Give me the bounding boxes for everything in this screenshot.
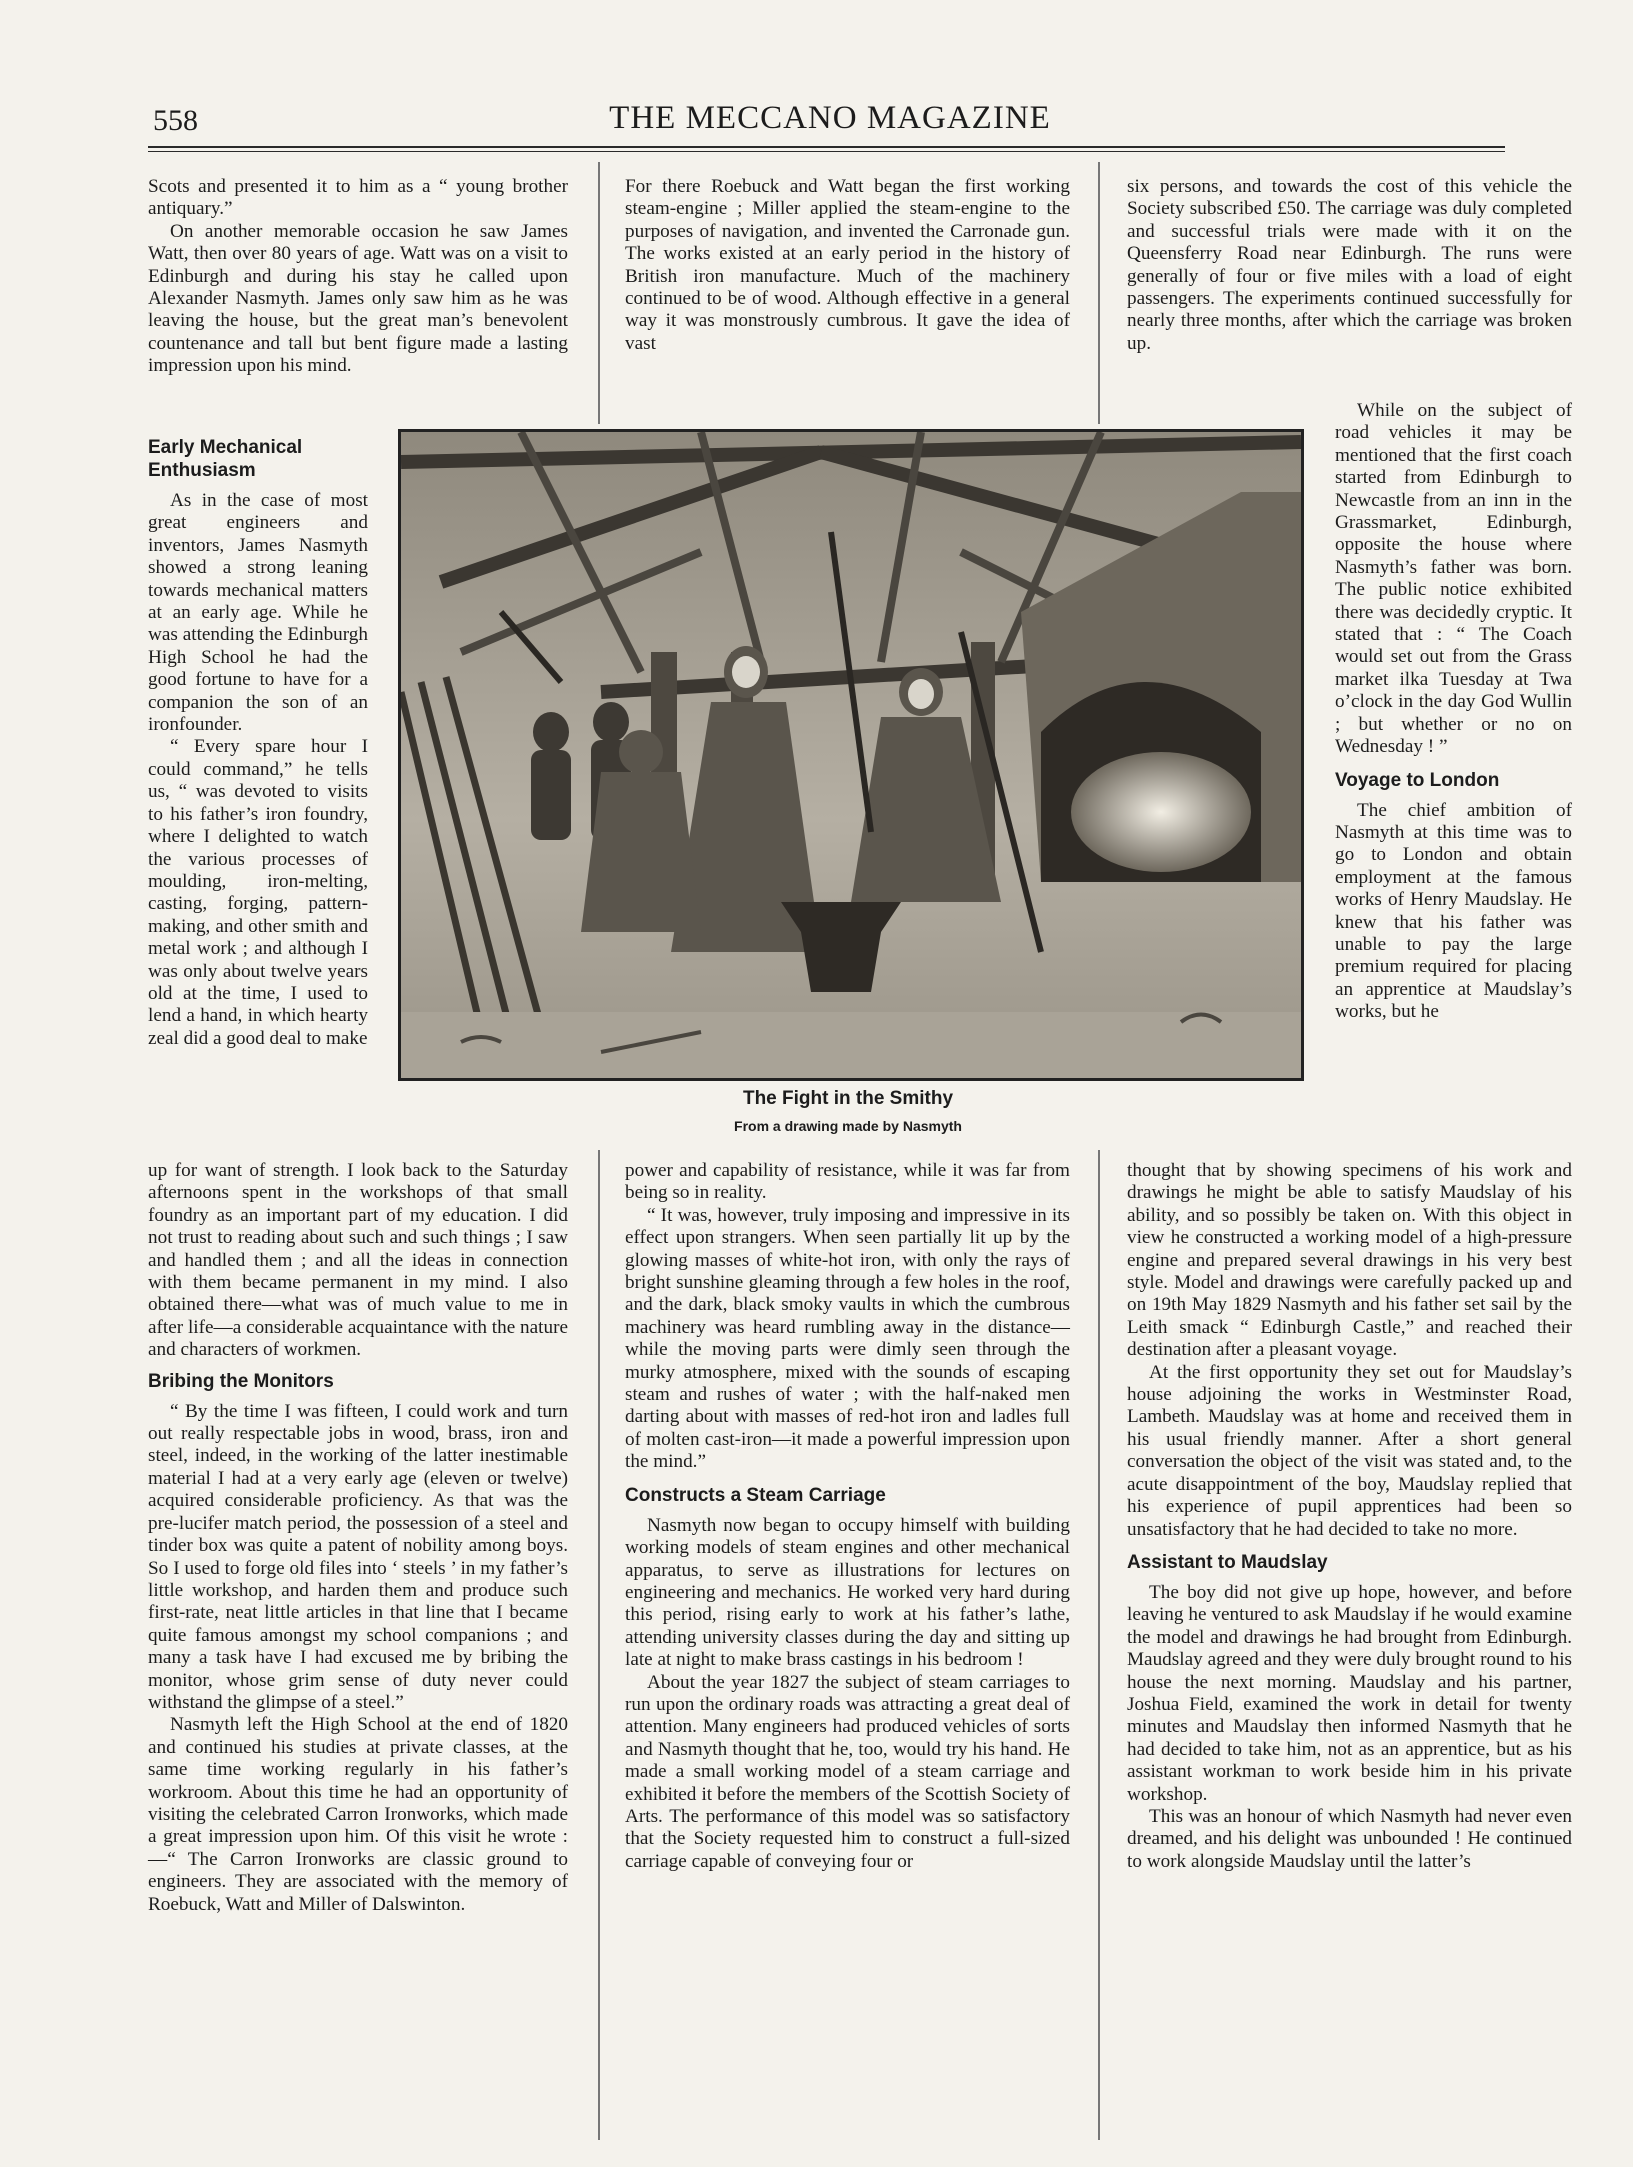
section-heading: Assistant to Maudslay [1127,1551,1328,1573]
column-3-bottom [1127,1160,1572,1873]
paragraph: At the first opportunity they set out for Maudslay’s house adjoining the works in Westminster Road, Lambeth. Maudslay was at home and received them in his usual friendly manner. After a short general conversation the object of the visit was stated and, to the acute disappointment of the boy, Maudslay replied that his experience of pupil apprentices had been so unsatisfactory that he had decided to take no more. [1127,1361,1572,1540]
figure-caption: The Fight in the Smithy [742,1088,954,1109]
figure-credit: From a drawing made by Nasmyth [734,1118,962,1134]
column-divider-left-top [598,162,600,424]
column-1-bottom [148,1160,568,1916]
paragraph: Nasmyth left the High School at the end of 1820 and continued his studies at private classes, at the same time working regularly in his father’s workroom. About this time he had an opportunity of visiting the celebrated Carron Ironworks, which made a great impression upon him. Of this visit he wrote :—“ The Carron Ironworks are classic ground to engineers. They are associated with the memory of Roebuck, Watt and Miller of Dalswinton. [148,1714,568,1915]
column-3-top [1127,176,1572,355]
column-1-narrow [148,430,368,1050]
column-2-bottom [625,1160,1070,1873]
paragraph: “ Every spare hour I could command,” he tells us, “ was devoted to visits to his father’s iron foundry, where I delighted to watch the various processes of moulding, iron-melting, casting, forging, pattern-making, and other smith and metal work ; and although I was only about twelve years old at the time, I used to lend a hand, in which hearty zeal did a good deal to make [148,736,368,1049]
section-heading: Constructs a Steam Carriage [625,1484,886,1506]
paragraph: power and capability of resistance, while it was far from being so in reality. [625,1160,1070,1204]
header-rule-thin [148,151,1505,152]
column-divider-right-top [1098,162,1100,424]
page-number: 558 [153,104,198,137]
column-divider-right-bottom [1098,1150,1100,2140]
paragraph: Nasmyth now began to occupy himself with building working models of steam engines and other mechanical apparatus, to serve as illustrations for lectures on engineering and mechanics. He worked very hard during this period, rising early to work at his father’s lathe, attending university classes during the day and sitting up late at night to make brass castings in his bedroom ! [625,1514,1070,1671]
paragraph: thought that by showing specimens of his work and drawings he might be able to satisfy Maudslay of his ability, and so possibly be taken on. With this object in view he constructed a working model of a high-pressure engine and prepared several drawings in his very best style. Model and drawings were carefully packed up and on 19th May 1829 Nasmyth and his father set sail by the Leith smack “ Edinburgh Castle,” and reached their destination after a pleasant voyage. [1127,1160,1572,1361]
page-title: THE MECCANO MAGAZINE [609,100,1051,136]
paragraph: The chief ambition of Nasmyth at this time was to go to London and obtain employment at the famous works of Henry Maudslay. He knew that his father was unable to pay the large premium required for placing an apprentice at Maudslay’s works, but he [1335,799,1572,1023]
paragraph: “ By the time I was fifteen, I could work and turn out really respectable jobs in wood, brass, iron and steel, indeed, in the working of the latter inestimable material I had at a very early age (eleven or twelve) acquired considerable proficiency. As that was the pre-lucifer match period, the possession of a steel and tinder box was quite a patent of nobility among boys. So I used to forge old files into ‘ steels ’ in my father’s little workshop, and harden them and produce such first-rate, neat little articles in that line that I became quite famous amongst my school companions ; and many a task have I had excused me by bribing the monitor, whose grim sense of duty never could withstand the glimpse of a steel.” [148,1400,568,1713]
column-1-top [148,176,568,378]
section-heading: Bribing the Monitors [148,1370,334,1392]
smithy-fight-illustration [398,429,1304,1081]
paragraph: About the year 1827 the subject of steam carriages to run upon the ordinary roads was attracting a great deal of attention. Many engineers had produced vehicles of sorts and Nasmyth thought that he, too, would try his hand. He made a small working model of a steam carriage and exhibited it before the members of the Scottish Society of Arts. The performance of this model was so satisfactory that the Society requested him to construct a full-sized carriage capable of conveying four or [625,1671,1070,1872]
paragraph: As in the case of most great engineers and inventors, James Nasmyth showed a strong leaning towards mechanical matters at an early age. While he was attending the Edinburgh High School he had the good fortune to have for a companion the son of an ironfounder. [148,490,368,736]
column-2-top [625,176,1070,355]
header-rule [148,146,1505,148]
paragraph: six persons, and towards the cost of this vehicle the Society subscribed £50. The carriage was duly completed and successful trials were made with it on the Queensferry Road near Edinburgh. The runs were generally of four or five miles with a load of eight passengers. The experiments continued successfully for nearly three months, after which the carriage was broken up. [1127,176,1572,354]
paragraph: While on the subject of road vehicles it may be mentioned that the first coach started from Edinburgh to Newcastle from an inn in the Grassmarket, Edinburgh, opposite the house where Nasmyth’s father was born. The public notice exhibited there was decidedly cryptic. It stated that : “ The Coach would set out from the Grass market ilka Tuesday at Twa o’clock in the day God Wullin ; but whether or no on Wednesday ! ” [1335,400,1572,758]
column-divider-left-bottom [598,1150,600,2140]
paragraph: On another memorable occasion he saw James Watt, then over 80 years of age. Watt was on a visit to Edinburgh and during his stay he called upon Alexander Nasmyth. James only saw him as he was leaving the house, but the great man’s benevolent countenance and tall but bent figure made a lasting impression upon his mind. [148,220,568,377]
paragraph: Scots and presented it to him as a “ young brother antiquary.” [148,176,568,220]
paragraph: “ It was, however, truly imposing and impressive in its effect upon strangers. When seen partially lit up by the glowing masses of white-hot iron, with only the rays of bright sunshine gleaming through a few holes in the roof, and the dark, black smoky vaults in which the cumbrous machinery was heard rumbling away in the distance—while the moving parts were dimly seen through the murky atmosphere, mixed with the sounds of escaping steam and rushes of water ; with the half-naked men darting about with masses of red-hot iron and ladles full of molten cast-iron—it made a powerful impression upon the mind.” [625,1204,1070,1473]
paragraph: This was an honour of which Nasmyth had never even dreamed, and his delight was unbounded ! He continued to work alongside Maudslay until the latter’s [1127,1805,1572,1872]
column-3-narrow [1335,400,1572,1024]
paragraph: The boy did not give up hope, however, and before leaving he ventured to ask Maudslay if he would examine the model and drawings he had brought from Edinburgh. Maudslay agreed and they were duly brought round to his house the next morning. Maudslay and his partner, Joshua Field, examined the work in detail for twenty minutes and Maudslay then informed Nasmyth that he had decided to take him, not as an apprentice, but as his assistant workman to work beside him in his private workshop. [1127,1581,1572,1805]
paragraph: up for want of strength. I look back to the Saturday afternoons spent in the workshops of that small foundry as an important part of my education. I did not trust to reading about such and such things ; I saw and handled them ; and all the ideas in connection with them became permanent in my mind. I also obtained there—what was of much value to me in after life—a considerable acquaintance with the nature and characters of workmen. [148,1160,568,1361]
illustration-drawing [401,432,1301,1078]
paragraph: For there Roebuck and Watt began the first working steam-engine ; Miller applied the steam-engine to the purposes of navigation, and invented the Carronade gun. The works existed at an early period in the history of British iron manufacture. Much of the machinery continued to be of wood. Although effective in a general way it was monstrously cumbrous. It gave the idea of vast [625,176,1070,354]
section-heading: Voyage to London [1335,769,1500,791]
section-heading: Early Mechanical Enthusiasm [148,437,303,481]
